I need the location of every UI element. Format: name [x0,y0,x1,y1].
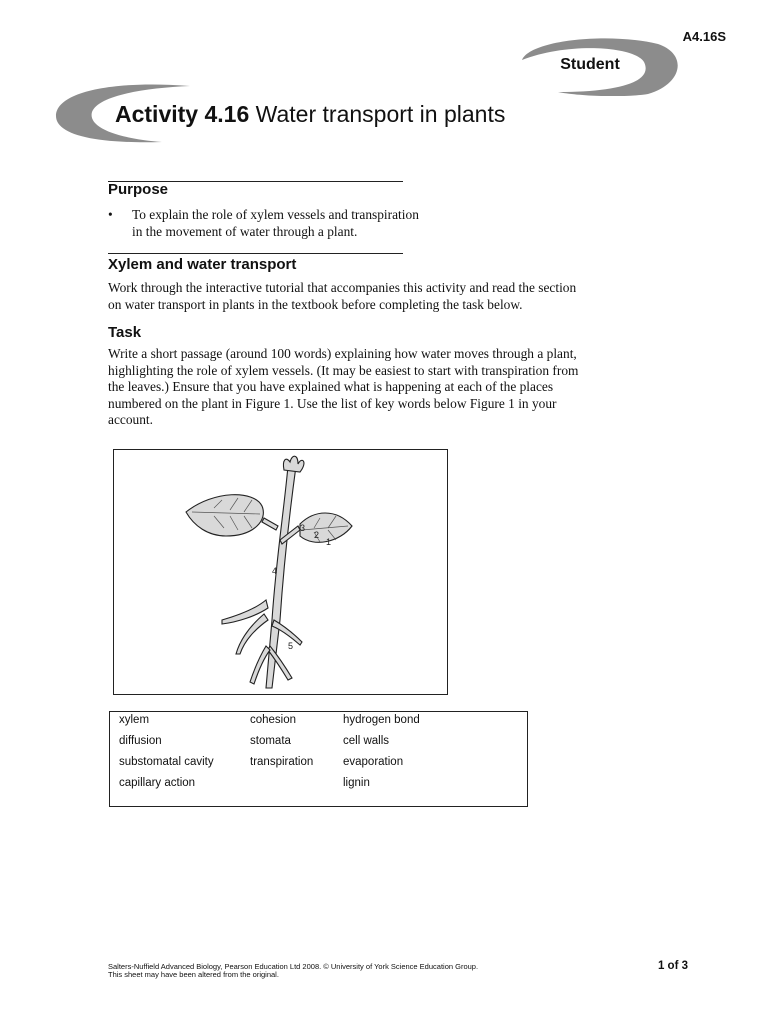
student-tab [518,36,680,96]
keyword: evaporation [343,756,404,768]
purpose-heading: Purpose [108,181,169,198]
sheet-code: A4.16S [682,29,726,44]
label-5: 5 [288,641,294,651]
keyword: xylem [119,714,150,726]
plant-figure [113,449,448,695]
left-petiole [262,518,278,530]
purpose-bottom-rule [108,253,403,254]
xylem-line-1: Work through the interactive tutorial that accompanies this activity and read the section [108,280,577,295]
xylem-heading: Xylem and water transport [108,256,297,273]
purpose-line-1: To explain the role of xylem vessels and transpiration [132,207,419,222]
keyword: transpiration [250,756,314,768]
page-title [115,101,505,128]
footer-line-1: Salters-Nuffield Advanced Biology, Pearson Education Ltd 2008. © University of York Science Education Group. [108,962,479,971]
plant-drawing [114,450,449,696]
task-paragraph [108,346,668,429]
task-heading: Task [108,324,142,341]
keyword: diffusion [119,735,162,747]
keyword: lignin [343,777,370,789]
keyword: capillary action [119,777,196,789]
keyword: hydrogen bond [343,714,420,726]
bullet-dot: • [108,207,113,222]
label-1: 1 [326,537,332,547]
title-activity: Activity 4.16 [115,101,250,127]
purpose-line-2: in the movement of water through a plant. [132,223,358,239]
xylem-paragraph [108,280,668,313]
page-number: 1 of 3 [657,960,688,972]
keyword: substomatal cavity [119,756,214,768]
task-line-1: Write a short passage (around 100 words) explaining how water moves through a plant, [108,346,577,361]
label-3: 3 [300,523,306,533]
footer-credits [108,963,478,979]
footer-line-2: This sheet may have been altered from the original. [108,970,279,979]
task-line-5: account. [108,412,153,428]
keyword: cell walls [343,735,390,747]
label-4: 4 [272,566,278,576]
xylem-line-2: on water transport in plants in the textbook before completing the task below. [108,296,523,312]
keyword: stomata [250,735,291,747]
label-2: 2 [314,530,320,540]
task-line-3: the leaves.) Ensure that you have explained what is happening at each of the places [108,379,554,395]
student-label: Student [560,56,620,73]
task-line-2: highlighting the role of xylem vessels. (It may be easiest to start with transpiration from [108,362,579,378]
keywords-box [109,711,528,807]
bud [283,456,303,472]
task-line-4: numbered on the plant in Figure 1. Use the list of key words below Figure 1 in your [108,395,557,411]
keyword: cohesion [250,714,297,726]
title-text: Water transport in plants [255,101,506,127]
stem [266,466,296,688]
